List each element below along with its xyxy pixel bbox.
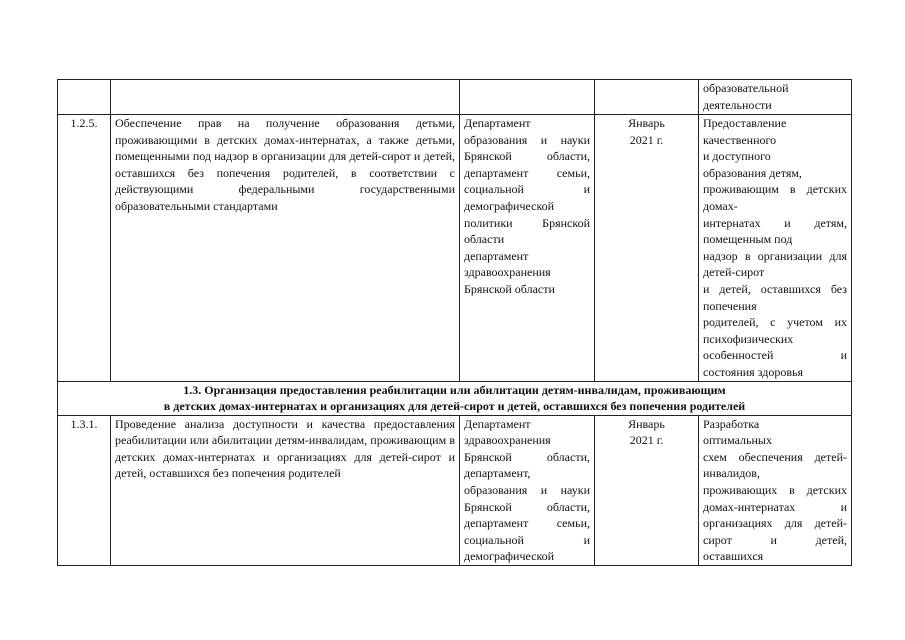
result-line: Разработка <box>703 416 760 431</box>
executor-line: области <box>464 232 505 247</box>
result-cell <box>699 115 852 382</box>
result-line: домах- <box>703 198 738 213</box>
result-line: образования детям, <box>703 165 802 180</box>
executor-line: Брянской области, <box>464 499 590 514</box>
executor-cell <box>460 415 595 565</box>
result-line: особенностей и <box>703 348 847 363</box>
executor-line: образования и науки <box>464 483 590 498</box>
result-line: состояния здоровья <box>703 364 803 379</box>
executor-cell <box>460 80 595 115</box>
executor-line: демографической <box>464 198 555 213</box>
result-line: инвалидов, <box>703 466 760 481</box>
executor-line: политики Брянской <box>464 215 590 230</box>
executor-line: Департамент <box>464 416 531 431</box>
deadline-year: 2021 г. <box>629 433 664 448</box>
result-line: Предоставление <box>703 116 787 130</box>
deadline-cell <box>595 115 699 382</box>
result-line: психофизических <box>703 331 794 346</box>
section-title-line1: 1.3. Организация предоставления реабилитации или абилитации детям-инвалидам, проживающим <box>183 382 726 397</box>
result-line: интернатах и детям, <box>703 215 847 230</box>
deadline-cell <box>595 80 699 115</box>
section-heading <box>58 381 852 415</box>
deadline-month: Январь <box>628 116 665 130</box>
executor-line: Брянской области <box>464 281 555 296</box>
result-line: помещенным под <box>703 232 793 247</box>
activity-text: Проведение анализа доступности и качества предоставления реабилитации или абилитации детям-инвалидам, проживающим в детских домах-интернатах и организациях для детей-сирот и детей, оставшихся без попечения родителей <box>111 415 460 565</box>
executor-line: департамент <box>464 248 529 263</box>
deadline-cell <box>595 415 699 565</box>
executor-line: социальной и <box>464 532 590 547</box>
result-line: схем обеспечения детей- <box>703 449 847 464</box>
executor-line: департамент семьи, <box>464 516 590 531</box>
executor-line: департамент, <box>464 466 531 481</box>
result-line: домах-интернатах и <box>703 499 847 514</box>
result-line: организациях для детей- <box>703 516 847 531</box>
result-line: и доступного <box>703 149 771 164</box>
result-line: родителей, с учетом их <box>703 315 847 330</box>
result-line: оставшихся <box>703 549 764 564</box>
activity-text: Обеспечение прав на получение образования детьми, проживающими в детских домах-интернатах, а также детьми, помещенными под надзор в организации для детей-сирот и детей, оставшихся без попечения родителей, в соответствии с действующими федеральными государственными образовательными стандартами <box>111 115 460 382</box>
result-line: надзор в организации для <box>703 248 847 263</box>
executor-line: здравоохранения <box>464 265 551 280</box>
activity-cell <box>111 80 460 115</box>
result-line: попечения <box>703 298 757 313</box>
result-line: деятельности <box>703 97 772 112</box>
result-line: качественного <box>703 132 777 147</box>
executor-line: Департамент <box>464 116 531 130</box>
number-cell <box>58 80 111 115</box>
result-line: проживающих в детских <box>703 483 847 498</box>
result-line: образовательной <box>703 81 789 95</box>
result-line: и детей, оставшихся без <box>703 281 847 296</box>
measures-table <box>57 79 852 566</box>
section-title-line2: в детских домах-интернатах и организациях для детей-сирот и детей, оставшихся без попечения родителей <box>163 399 746 414</box>
row-number: 1.2.5. <box>58 115 111 382</box>
result-cell <box>699 80 852 115</box>
deadline-month: Январь <box>628 416 665 431</box>
result-line: проживающим в детских <box>703 182 847 197</box>
executor-cell <box>460 115 595 382</box>
section-header-row <box>58 381 852 415</box>
executor-line: департамент семьи, <box>464 165 590 180</box>
row-number: 1.3.1. <box>58 415 111 565</box>
executor-line: здравоохранения <box>464 433 551 448</box>
executor-line: социальной и <box>464 182 590 197</box>
table-row-1-2-5 <box>58 115 852 382</box>
result-line: детей-сирот <box>703 265 765 280</box>
result-line: сирот и детей, <box>703 532 847 547</box>
result-line: оптимальных <box>703 433 772 448</box>
executor-line: демографической <box>464 549 555 564</box>
table-row-1-3-1 <box>58 415 852 565</box>
result-cell <box>699 415 852 565</box>
deadline-year: 2021 г. <box>629 132 664 147</box>
executor-line: Брянской области, <box>464 449 590 464</box>
table-row-continuation <box>58 80 852 115</box>
executor-line: Брянской области, <box>464 149 590 164</box>
executor-line: образования и науки <box>464 132 590 147</box>
